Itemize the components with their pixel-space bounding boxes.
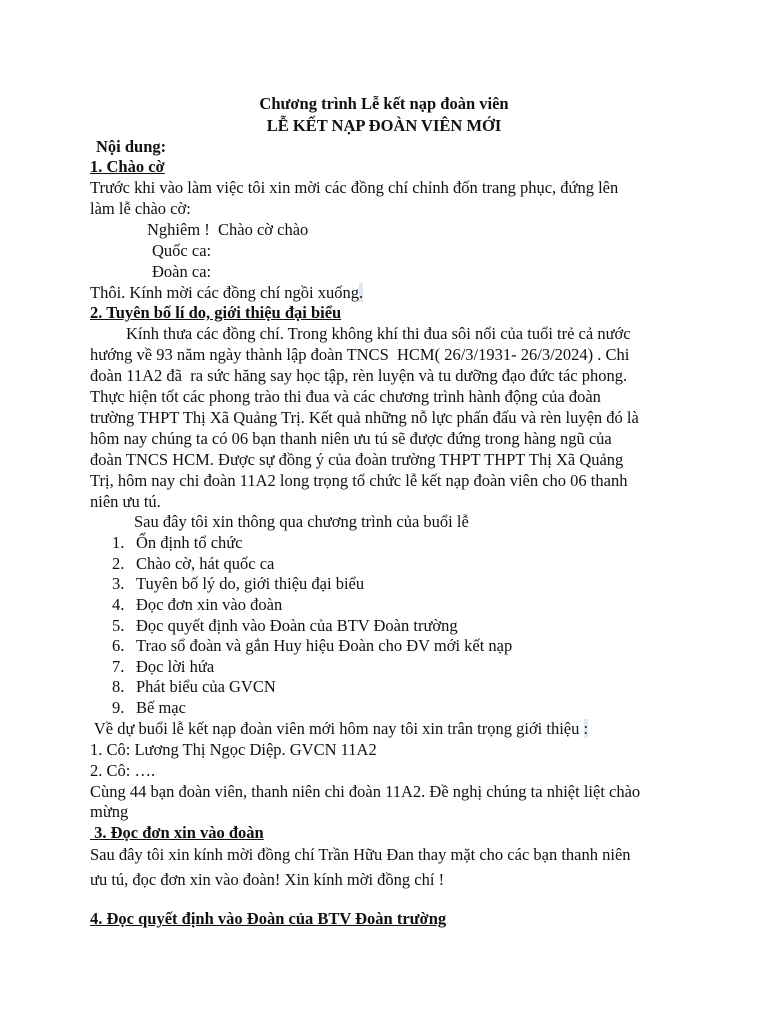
section-2-paragraph-line: niên ưu tú. bbox=[90, 492, 161, 511]
highlight-mark: . bbox=[359, 283, 364, 302]
section-1-closing: Thôi. Kính mời các đồng chí ngồi xuống. bbox=[90, 283, 364, 302]
section-2-paragraph-line: Thực hiện tốt các phong trào thi đua và các chương trình hành động của đoàn bbox=[90, 387, 601, 406]
national-anthem: Quốc ca: bbox=[152, 241, 212, 260]
list-number: 4. bbox=[112, 595, 125, 614]
list-text: Bế mạc bbox=[136, 698, 186, 717]
list-text: Trao sổ đoàn và gắn Huy hiệu Đoàn cho ĐV mới kết nạp bbox=[136, 636, 513, 655]
list-text: Chào cờ, hát quốc ca bbox=[136, 554, 275, 573]
welcome-line: Cùng 44 bạn đoàn viên, thanh niên chi đoàn 11A2. Đề nghị chúng ta nhiệt liệt chào bbox=[90, 782, 641, 801]
guests-intro: Về dự buổi lễ kết nạp đoàn viên mới hôm nay tôi xin trân trọng giới thiệu : bbox=[90, 719, 589, 738]
list-text: Tuyên bố lý do, giới thiệu đại biểu bbox=[136, 574, 365, 593]
section-3-paragraph-line: Sau đây tôi xin kính mời đồng chí Trần Hữu Đan thay mặt cho các bạn thanh niên bbox=[90, 845, 631, 864]
section-4-heading: 4. Đọc quyết định vào Đoàn của BTV Đoàn trường bbox=[90, 909, 447, 928]
section-2-paragraph-line: hôm nay chúng ta có 06 bạn thanh niên ưu tú sẽ được đứng trong hàng ngũ của bbox=[90, 429, 612, 448]
list-text: Phát biểu của GVCN bbox=[136, 677, 276, 696]
section-2-paragraph-line: đoàn 11A2 đã ra sức hăng say học tập, rèn luyện và tu dưỡng đạo đức tác phong. bbox=[90, 366, 628, 385]
list-number: 1. bbox=[112, 533, 125, 552]
section-2-paragraph-line: trường THPT Thị Xã Quảng Trị. Kết quả những nỗ lực phấn đấu và rèn luyện đó là bbox=[90, 408, 639, 427]
list-number: 2. bbox=[112, 554, 125, 573]
section-3-heading: 3. Đọc đơn xin vào đoàn bbox=[90, 823, 264, 842]
list-number: 3. bbox=[112, 574, 125, 593]
document-subtitle: LỄ KẾT NẠP ĐOÀN VIÊN MỚI bbox=[266, 116, 502, 135]
section-2-paragraph-line: đoàn TNCS HCM. Được sự đồng ý của đoàn trường THPT THPT Thị Xã Quảng bbox=[90, 450, 624, 469]
guest-line: 1. Cô: Lương Thị Ngọc Diệp. GVCN 11A2 bbox=[90, 740, 377, 759]
content-label: Nội dung: bbox=[96, 137, 167, 156]
list-text: Ổn định tổ chức bbox=[136, 533, 243, 552]
guest-line: 2. Cô: …. bbox=[90, 761, 156, 780]
section-2-heading: 2. Tuyên bố lí do, giới thiệu đại biểu bbox=[90, 303, 342, 322]
section-1-heading: 1. Chào cờ bbox=[90, 157, 165, 176]
list-number: 8. bbox=[112, 677, 125, 696]
section-1-paragraph-line: Trước khi vào làm việc tôi xin mời các đồng chí chỉnh đốn trang phục, đứng lên bbox=[90, 178, 619, 197]
list-number: 9. bbox=[112, 698, 125, 717]
list-text: Đọc quyết định vào Đoàn của BTV Đoàn trường bbox=[136, 616, 458, 635]
list-number: 5. bbox=[112, 616, 125, 635]
section-2-paragraph-line: hướng về 93 năm ngày thành lập đoàn TNCS HCM( 26/3/1931- 26/3/2024) . Chi bbox=[90, 345, 630, 364]
union-anthem: Đoàn ca: bbox=[152, 262, 212, 281]
list-text: Đọc lời hứa bbox=[136, 657, 215, 676]
section-2-paragraph-line: Trị, hôm nay chi đoàn 11A2 long trọng tổ chức lễ kết nạp đoàn viên cho 06 thanh bbox=[90, 471, 628, 490]
section-1-paragraph-line: làm lễ chào cờ: bbox=[90, 199, 191, 218]
document-title: Chương trình Lễ kết nạp đoàn viên bbox=[259, 94, 509, 113]
list-number: 6. bbox=[112, 636, 125, 655]
section-2-paragraph-line: Kính thưa các đồng chí. Trong không khí thi đua sôi nổi của tuổi trẻ cả nước bbox=[126, 324, 631, 343]
list-text: Đọc đơn xin vào đoàn bbox=[136, 595, 283, 614]
list-number: 7. bbox=[112, 657, 125, 676]
salute-command: Nghiêm ! Chào cờ chào bbox=[147, 220, 309, 239]
highlight-mark: : bbox=[583, 719, 589, 738]
welcome-line: mừng bbox=[90, 802, 129, 821]
section-3-paragraph-line: ưu tú, đọc đơn xin vào đoàn! Xin kính mời đồng chí ! bbox=[90, 870, 445, 889]
program-intro: Sau đây tôi xin thông qua chương trình của buổi lễ bbox=[134, 512, 469, 531]
